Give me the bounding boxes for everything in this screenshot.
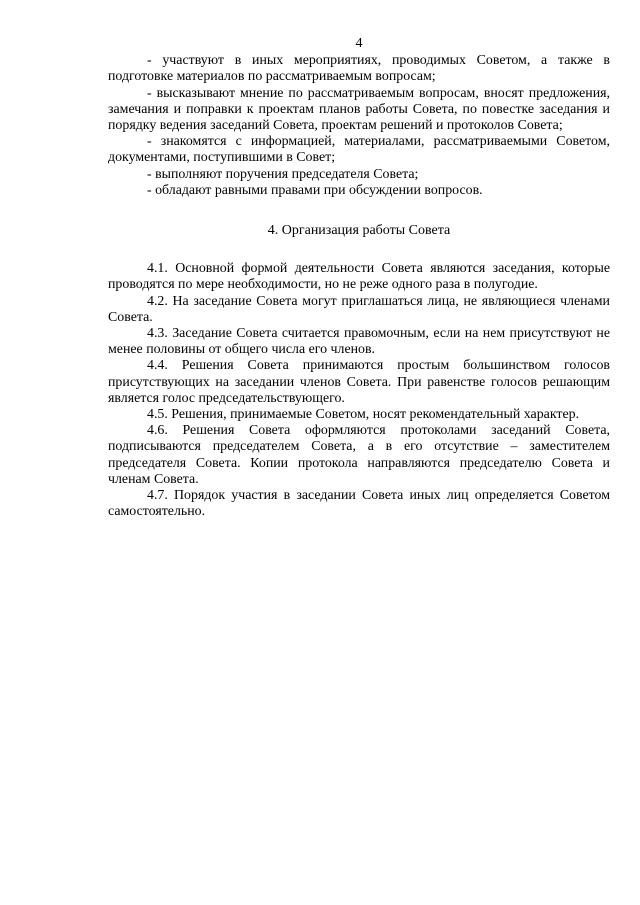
document-page <box>108 36 610 520</box>
section-item: 4.5. Решения, принимаемые Советом, носят рекомендательный характер. <box>147 407 580 423</box>
rights-list-item: - выполняют поручения председателя Совета; <box>147 166 419 182</box>
section-item: 4.3. Заседание Совета считается правомочным, если на нем присутствуют не менее половины от общего числа его членов. <box>108 326 610 358</box>
rights-list <box>108 53 610 199</box>
rights-list-item: - участвуют в иных мероприятиях, проводимых Советом, а также в подготовке материалов по рассматриваемым вопросам; <box>108 53 610 85</box>
rights-list-item: - обладают равными правами при обсуждении вопросов. <box>147 182 483 198</box>
section-items <box>108 261 610 520</box>
page-number: 4 <box>355 36 363 51</box>
section-item: 4.4. Решения Совета принимаются простым большинством голосов присутствующих на заседании членов Совета. При равенстве голосов решающим является голос председательствующего. <box>108 358 610 406</box>
rights-list-item: - знакомятся с информацией, материалами, рассматриваемыми Советом, документами, поступившими в Совет; <box>108 134 610 166</box>
section-heading: 4. Организация работы Совета <box>267 223 451 239</box>
section-item: 4.1. Основной формой деятельности Совета являются заседания, которые проводятся по мере необходимости, но не реже одного раза в полугодие. <box>108 261 610 293</box>
section-item: 4.6. Решения Совета оформляются протоколами заседаний Совета, подписываются председателем Совета, а в его отсутствие – заместителем председателя Совета. Копии протокола направляются председателю Совета и членам Совета. <box>108 423 610 487</box>
section-item: 4.2. На заседание Совета могут приглашаться лица, не являющиеся членами Совета. <box>108 293 610 325</box>
rights-list-item: - высказывают мнение по рассматриваемым вопросам, вносят предложения, замечания и поправки к проектам планов работы Совета, по повестке заседания и порядку ведения заседаний Совета, проектам решений и протоколов Совета; <box>108 85 610 134</box>
section-item: 4.7. Порядок участия в заседании Совета иных лиц определяется Советом самостоятельно. <box>108 488 610 520</box>
